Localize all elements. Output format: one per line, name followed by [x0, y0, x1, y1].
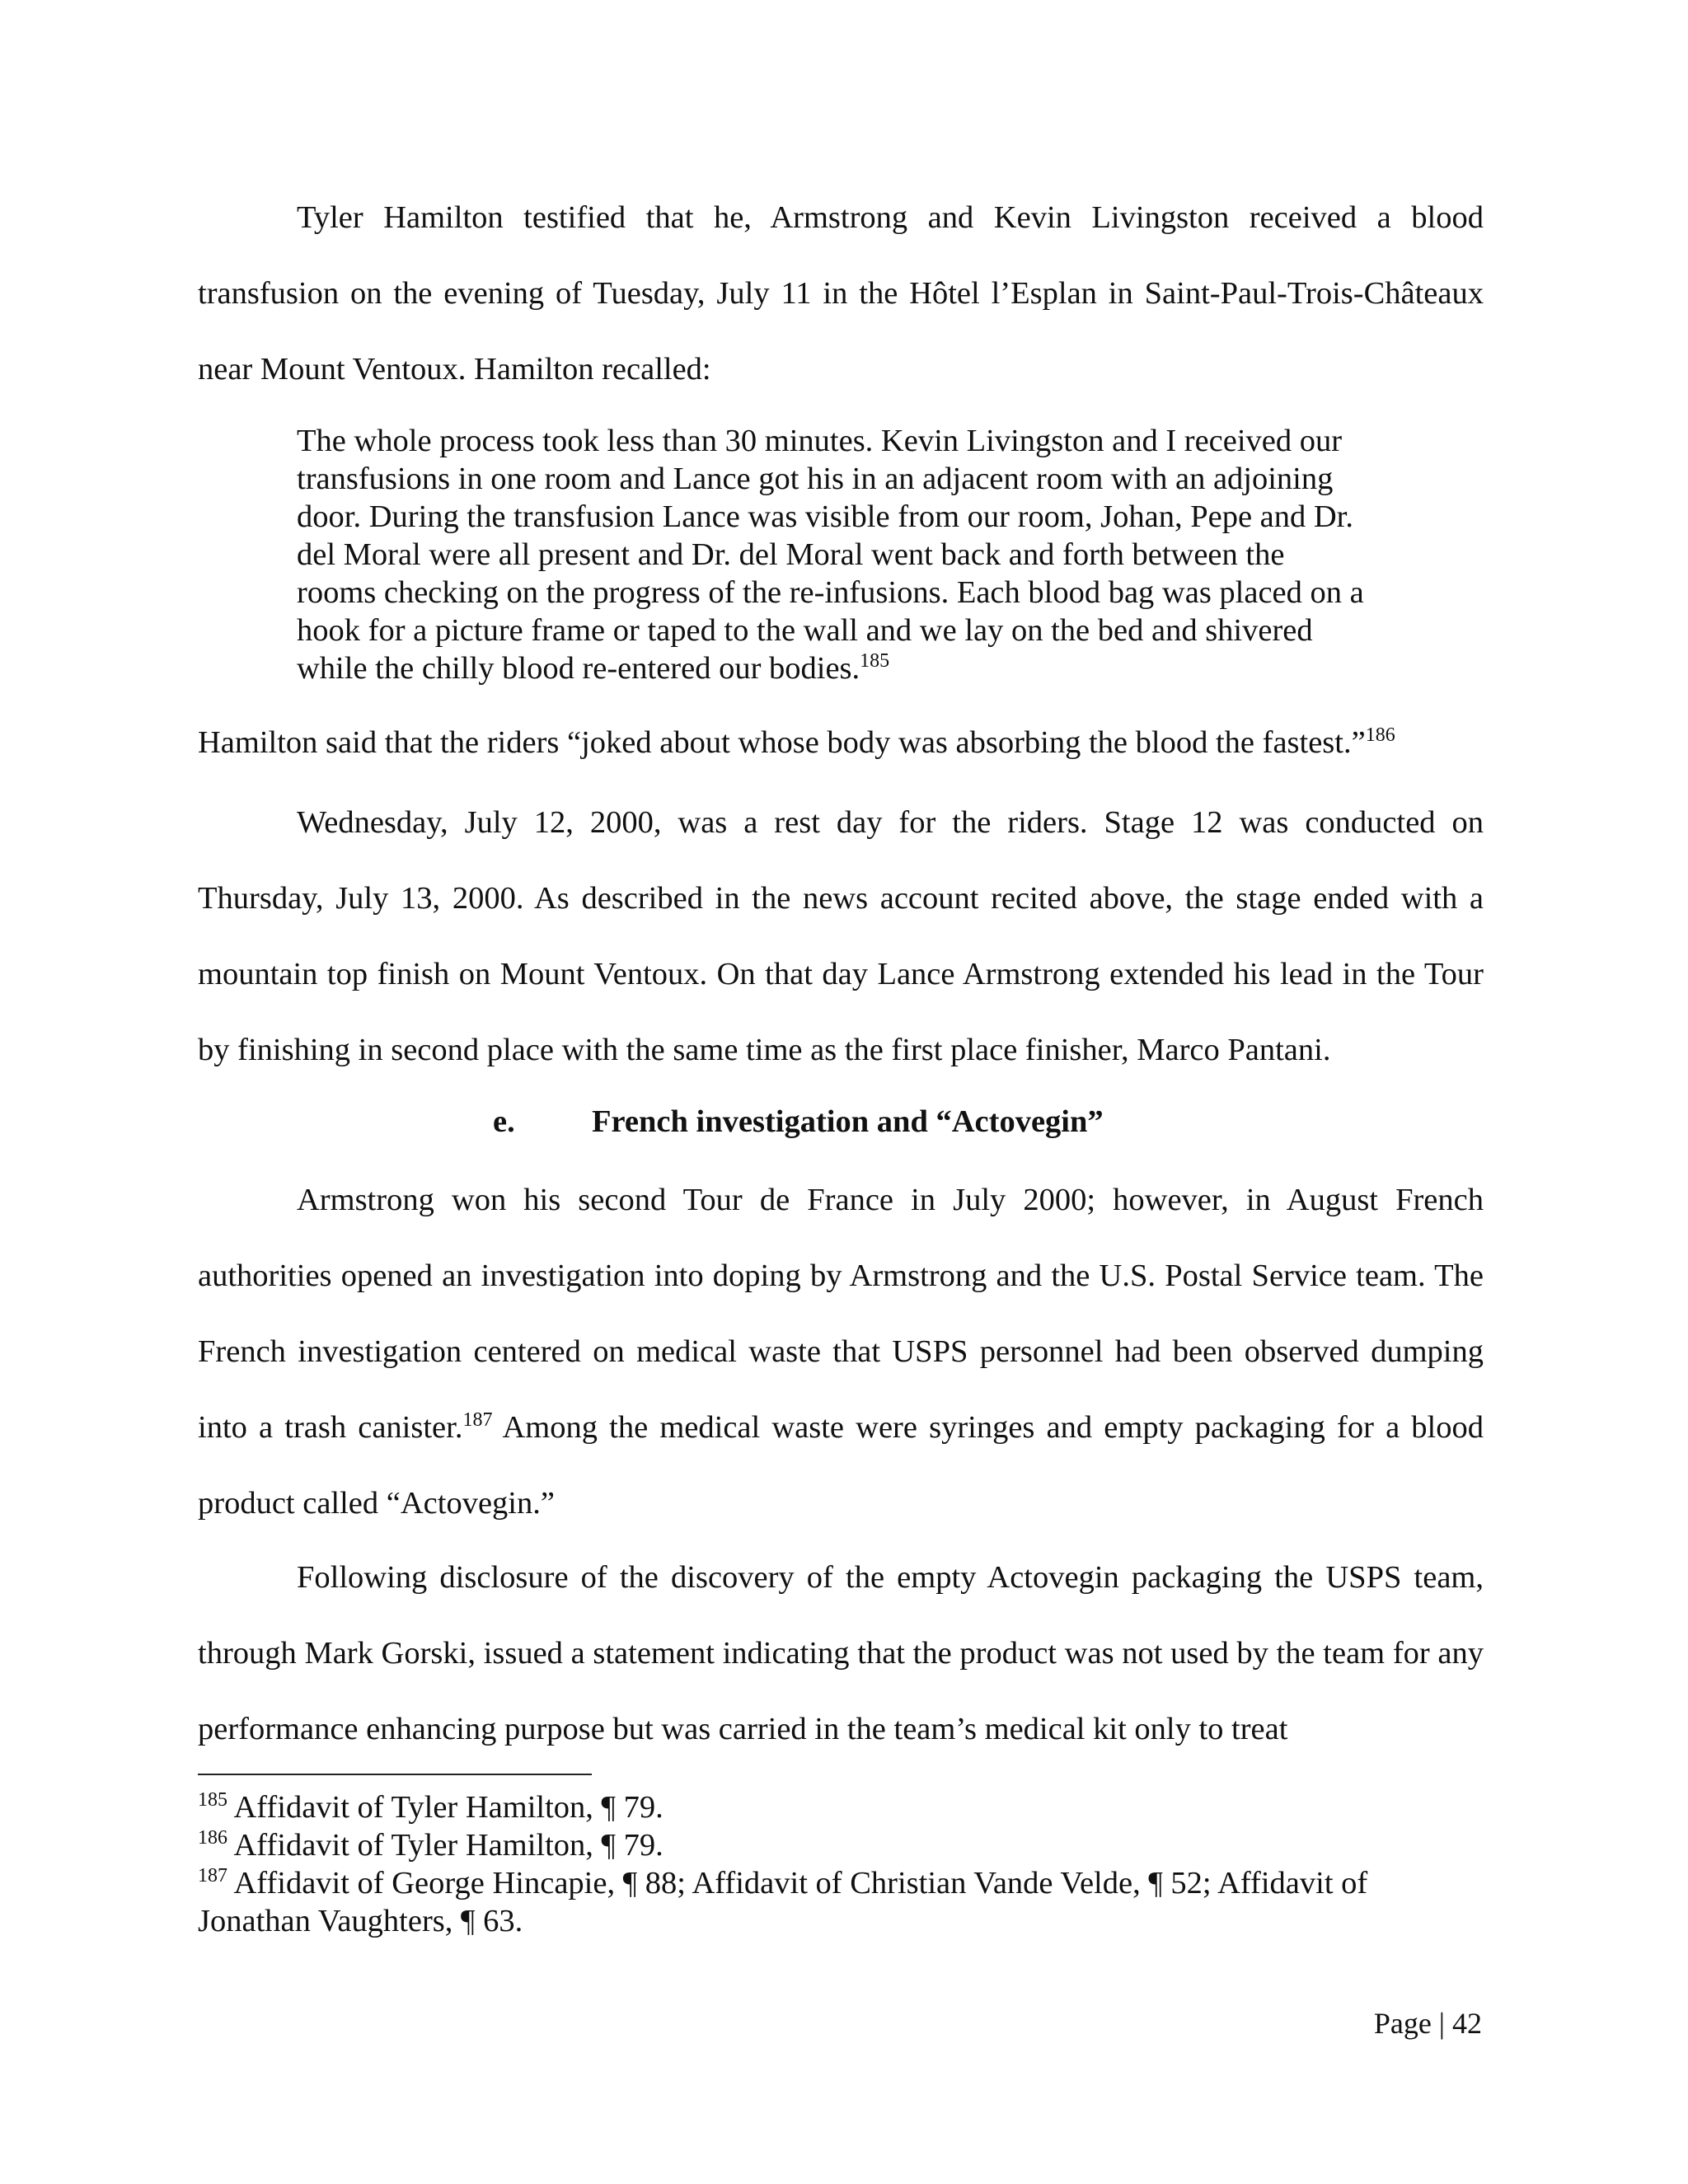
paragraph-hamilton-testimony: Tyler Hamilton testified that he, Armstrong and Kevin Livingston received a blood transfusion on the evening of Tuesday, July 11 in the Hôtel l’Esplan in Saint-Paul-Trois-Châteaux near Mount Ventoux. Hamilton recalled: [198, 200, 1484, 387]
footnote-divider [198, 1774, 592, 1775]
footnote-ref-187[interactable]: 187 [462, 1409, 493, 1431]
footnote-185: $^{185}$ Affidavit of Tyler Hamilton, ¶ 79. [198, 1789, 663, 1825]
section-heading-title: French investigation and “Actovegin” [592, 1104, 1104, 1139]
block-quote-transfusion: The whole process took less than 30 minutes. Kevin Livingston and I received our transfusions in one room and Lance got his in an adjacent room with an adjoining door. During the transfusion Lance was visible from our room, Johan, Pepe and Dr. del Moral were all present and Dr. del Moral went back and forth between the rooms checking on the progress of the re-infusions. Each blood bag was placed on a hook for a picture frame or taped to the wall and we lay on the bed and shivered while the chilly blood re-entered our bodies.$^{185}$ [297, 424, 1364, 686]
footnote-186: $^{186}$ Affidavit of Tyler Hamilton, ¶ 79. [198, 1827, 663, 1863]
footnote-ref-186[interactable]: 186 [1365, 724, 1395, 746]
page-number: Page | 42 [1373, 2007, 1482, 2040]
paragraph-french-investigation: Armstrong won his second Tour de France in July 2000; however, in August French authorities opened an investigation into doping by Armstrong and the U.S. Postal Service team. The French investigation centered on medical waste that USPS personnel had been observed dumping into a trash canister.$^{187}$ Among the medical waste were syringes and empty packaging for a blood product called “Actovegin.” [198, 1183, 1484, 1521]
paragraph-stage-12: Wednesday, July 12, 2000, was a rest day for the riders. Stage 12 was conducted on Thursday, July 13, 2000. As described in the news account recited above, the stage ended with a mountain top finish on Mount Ventoux. On that day Lance Armstrong extended his lead in the Tour by finishing in second place with the same time as the first place finisher, Marco Pantani. [198, 805, 1484, 1067]
paragraph-riders-joked: Hamilton said that the riders “joked about whose body was absorbing the blood the fastest.”$^{186}$ [198, 724, 1395, 760]
paragraph-usps-statement: Following disclosure of the discovery of the empty Actovegin packaging the USPS team, through Mark Gorski, issued a statement indicating that the product was not used by the team for any performance enhancing purpose but was carried in the team’s medical kit only to treat [198, 1560, 1484, 1746]
footnotes-section [198, 1788, 1459, 1940]
section-heading-letter: e. [493, 1104, 515, 1139]
footnote-ref-185[interactable]: 185 [860, 650, 890, 672]
footnote-187: $^{187}$ Affidavit of George Hincapie, ¶ 88; Affidavit of Christian Vande Velde, ¶ 52; Affidavit of Jonathan Vaughters, ¶ 63. [198, 1865, 1368, 1938]
